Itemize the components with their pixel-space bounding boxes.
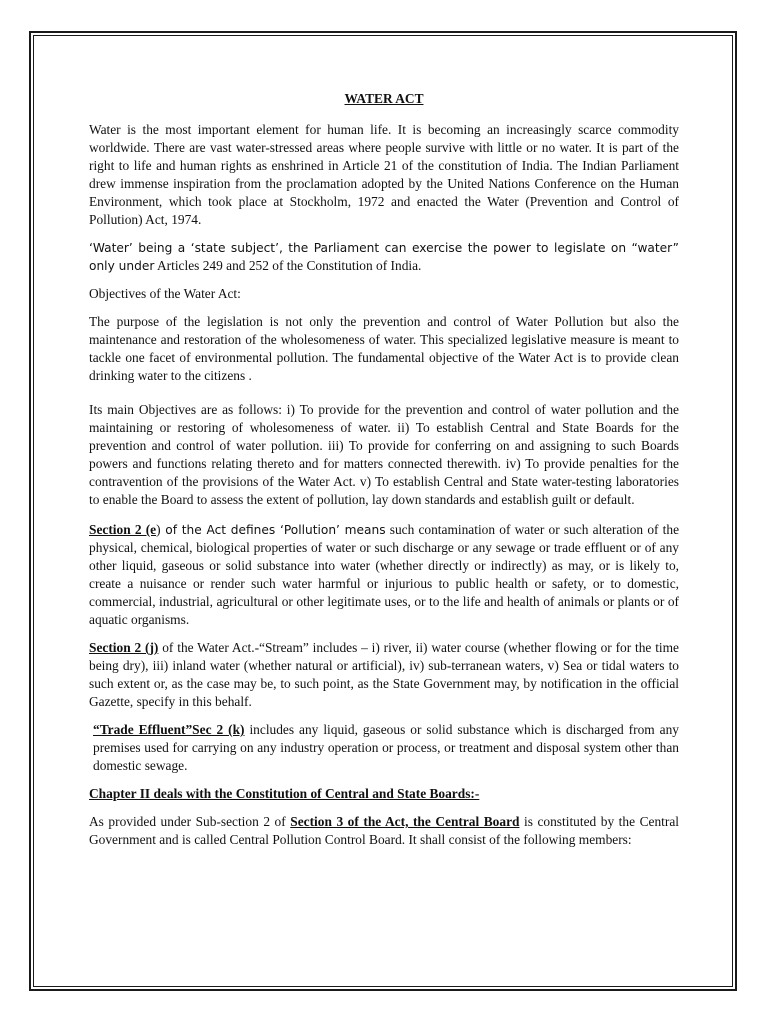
- central-board-intro: As provided under Sub-section 2 of: [89, 814, 291, 829]
- section-2e-label: Section 2 (e: [89, 522, 157, 537]
- central-board-text: is constituted by the Central Government and is called Central Pollution Control Board. It shall consist of the following members:: [89, 814, 679, 847]
- section-2e-text: such contamination of water or such alteration of the physical, chemical, biological properties of water or such discharge or any sewage or trade effluent or of any other liquid, gaseous or solid substance into water (whether directly or indirectly) as may, or is likely to, create a nuisance or render such water harmful or injurious to public health or safety, or to domestic, commercial, industrial, agricultural or other legitimate uses, or to the life and health of animals or plants or of aquatic organisms.: [89, 522, 680, 627]
- trade-effluent-text: includes any liquid, gaseous or solid substance which is discharged from any premises used for carrying on any industry operation or process, or treatment and disposal system other than domestic sewage.: [93, 722, 679, 773]
- section-3-label: Section 3 of the Act, the Central Board: [290, 814, 520, 829]
- chapter-heading: Chapter II deals with the Constitution of Central and State Boards:-: [89, 786, 480, 801]
- section-2e-paragraph: [89, 521, 679, 629]
- section-2j-text: of the Water Act.-“Stream” includes – i) river, ii) water course (whether flowing or for the time being dry), iii) inland water (whether natural or artificial), iv) sub-terranean waters, v) Sea or tidal waters to such extent or, as the case may be, to such point, as the State Government may, by notification in the official Gazette, specify in this behalf.: [89, 640, 679, 709]
- intro-paragraph: Water is the most important element for human life. It is becoming an increasingly scarce commodity worldwide. There are vast water-stressed areas where people survive with little or no water. It is part of the right to life and human rights as enshrined in Article 21 of the constitution of India. The Indian Parliament drew immense inspiration from the proclamation adopted by the United Nations Conference on the Human Environment, which took place at Stockholm, 1972 and enacted the Water (Prevention and Control of Pollution) Act, 1974.: [89, 122, 679, 227]
- objectives-heading: Objectives of the Water Act:: [89, 286, 241, 301]
- central-board-paragraph: [89, 813, 679, 849]
- document-body: [89, 90, 679, 859]
- section-2j-paragraph: [89, 639, 679, 711]
- trade-effluent-label: “Trade Effluent”Sec 2 (k): [93, 722, 245, 737]
- document-title: WATER ACT: [344, 91, 424, 106]
- purpose-paragraph: The purpose of the legislation is not only the prevention and control of Water Pollution but also the maintenance and restoration of the wholesomeness of water. This specialized legislative measure is meant to tackle one facet of environmental pollution. The fundamental objective of the Water Act is to provide clean drinking water to the citizens .: [89, 314, 679, 383]
- articles-text: Articles 249 and 252 of the Constitution of India.: [156, 258, 422, 273]
- section-2e-defines: of the Act defines ‘Pollution’ means: [160, 523, 386, 537]
- section-2e-paren: ): [156, 522, 161, 537]
- main-objectives-paragraph: Its main Objectives are as follows: i) To provide for the prevention and control of water pollution and the maintaining or restoring of wholesomeness of water. ii) To establish Central and State Boards for the prevention and control of water pollution. iii) To provide for conferring on and assigning to such Boards powers and functions relating thereto and for matters connected therewith. iv) To provide penalties for the contravention of the provisions of the Water Act. v) To establish Central and State water-testing laboratories to enable the Board to assess the extent of pollution, lay down standards and establish guilt or default.: [89, 402, 679, 507]
- state-subject-text: ‘Water’ being a ‘state subject’, the Parliament can exercise the power to legislate on “water” only under: [89, 241, 679, 273]
- section-2j-label: Section 2 (j): [89, 640, 159, 655]
- state-subject-paragraph: [89, 239, 679, 275]
- trade-effluent-paragraph: [89, 721, 679, 775]
